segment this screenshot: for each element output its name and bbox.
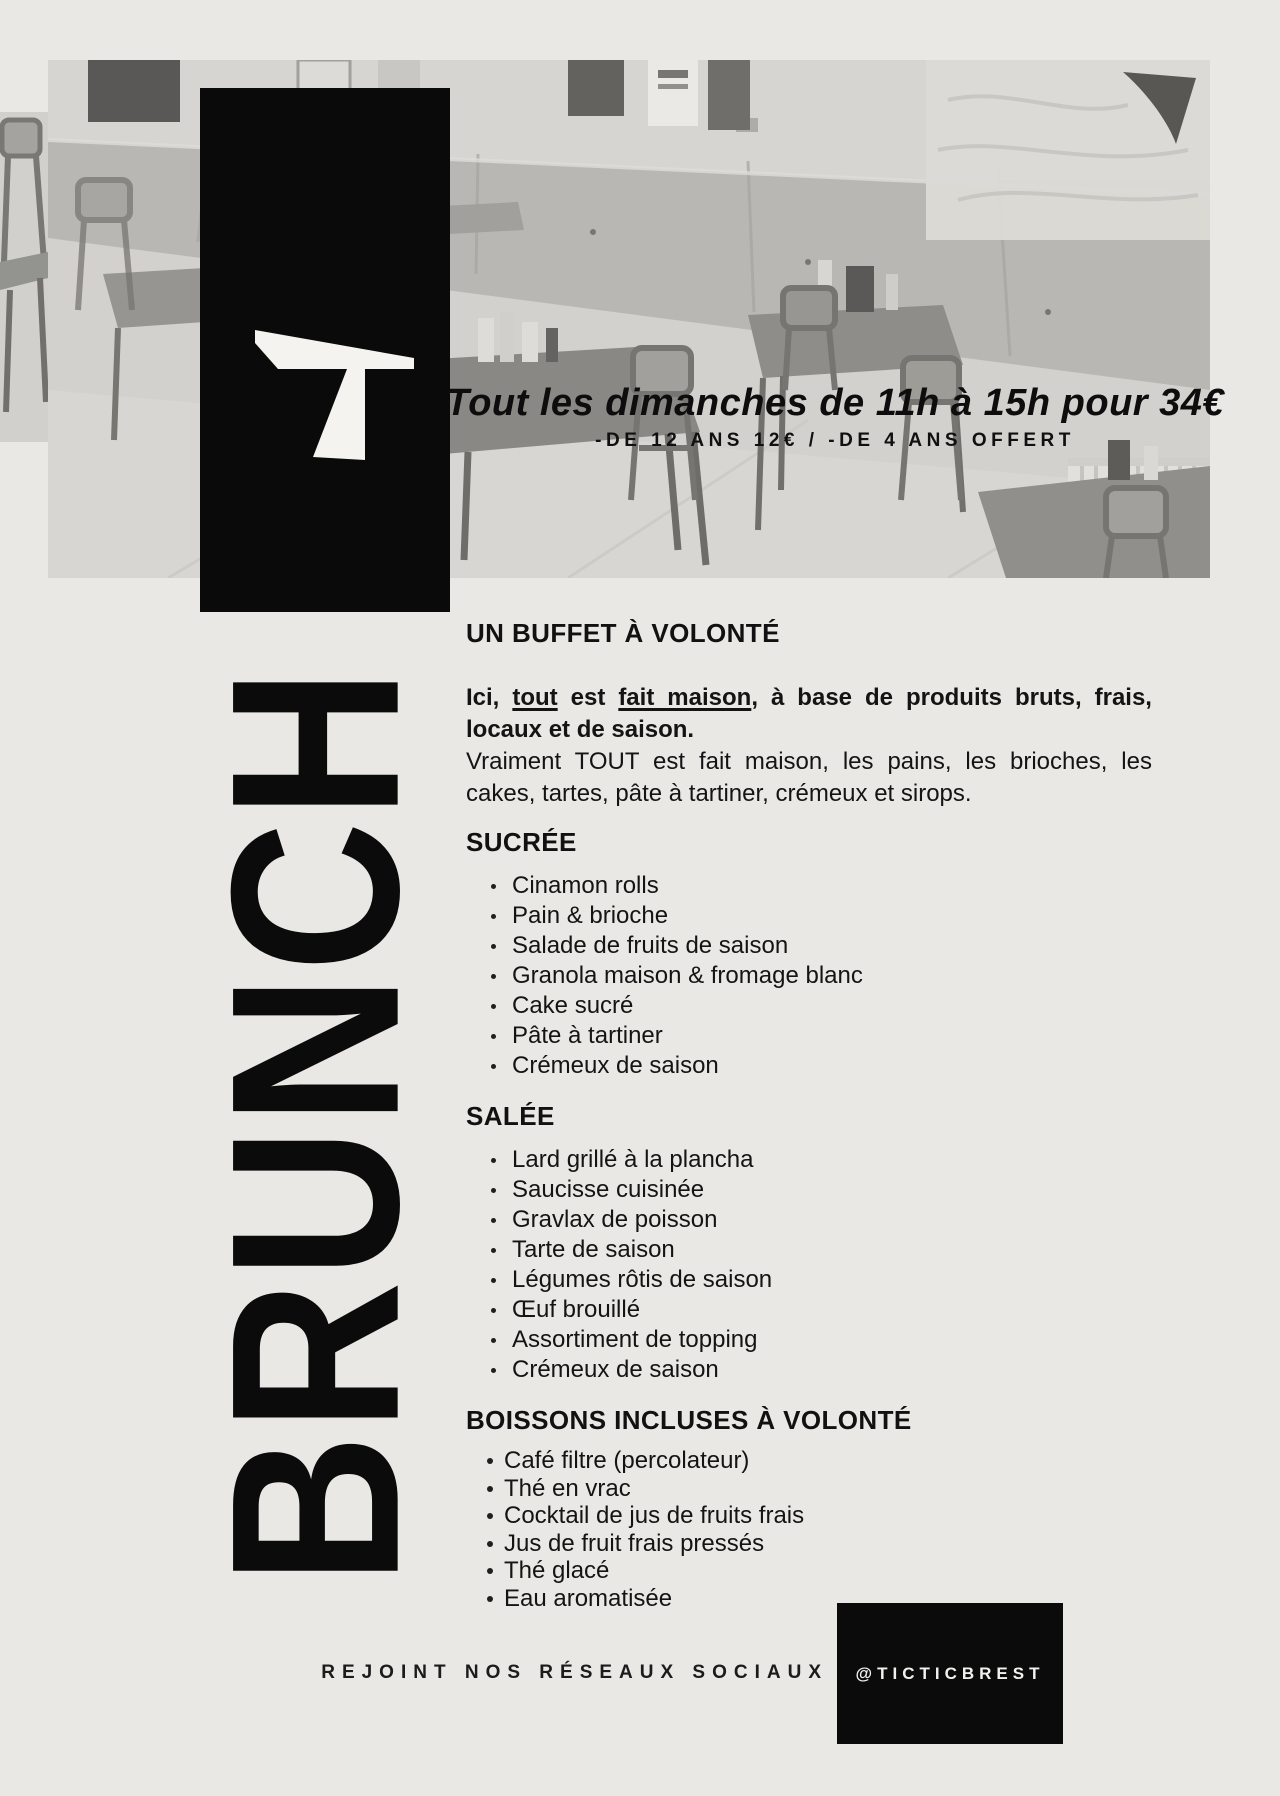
intro-text: cakes, tartes, pâte à tartiner, crémeux et sirops. [466, 780, 972, 807]
menu-item: Légumes rôtis de saison [512, 1265, 1152, 1295]
intro-text: , à base de produits bruts, frais, [751, 684, 1152, 711]
left-bleed-photo-fragment [0, 112, 48, 442]
social-handle-box [837, 1603, 1063, 1744]
intro-underlined-text: fait maison [618, 684, 752, 711]
intro-line [466, 778, 1152, 810]
menu-item: Cocktail de jus de fruits frais [504, 1502, 1152, 1530]
menu-item: Pain & brioche [512, 901, 1152, 931]
menu-item: Crémeux de saison [512, 1355, 1152, 1385]
menu-item: Café filtre (percolateur) [504, 1447, 1152, 1475]
social-handle: @TICTICBREST [855, 1663, 1045, 1683]
menu-item: Thé glacé [504, 1557, 1152, 1585]
menu-item: Cinamon rolls [512, 871, 1152, 901]
menu-item: Tarte de saison [512, 1235, 1152, 1265]
intro-paragraph [466, 682, 1152, 810]
intro-text: Ici, [466, 684, 513, 711]
social-cta-text: REJOINT NOS RÉSEAUX SOCIAUX [321, 1662, 828, 1683]
intro-text: locaux et de saison. [466, 716, 695, 743]
menu-item: Crémeux de saison [512, 1051, 1152, 1081]
menu-section-heading: SUCRÉE [466, 827, 577, 857]
menu-item: Salade de fruits de saison [512, 931, 1152, 961]
menu-item: Cake sucré [512, 991, 1152, 1021]
intro-text: est [557, 684, 619, 711]
menu-item: Œuf brouillé [512, 1295, 1152, 1325]
intro-line [466, 714, 1152, 746]
menu-section [466, 827, 1152, 1081]
intro-underlined-text: tout [512, 684, 558, 711]
intro-line [466, 682, 1152, 714]
vertical-brunch-title: BRUNCH [182, 665, 450, 1585]
intro-heading: UN BUFFET À VOLONTÉ [466, 618, 780, 648]
menu-section-heading: SALÉE [466, 1101, 555, 1131]
menu-item: Granola maison & fromage blanc [512, 961, 1152, 991]
menu-item: Eau aromatisée [504, 1585, 1152, 1613]
menu-list [466, 871, 1152, 1081]
menu-list [466, 1447, 1152, 1612]
menu-item: Jus de fruit frais pressés [504, 1530, 1152, 1558]
menu-item: Assortiment de topping [512, 1325, 1152, 1355]
menu-item: Pâte à tartiner [512, 1021, 1152, 1051]
menu-content [466, 618, 1152, 1612]
menu-item: Lard grillé à la plancha [512, 1145, 1152, 1175]
menu-item: Thé en vrac [504, 1475, 1152, 1503]
menu-item: Gravlax de poisson [512, 1205, 1152, 1235]
menu-list [466, 1145, 1152, 1385]
hero-subtitle: -DE 12 ANS 12€ / -DE 4 ANS OFFERT [595, 430, 1075, 451]
menu-section [466, 1405, 1152, 1612]
tictic-logo-icon [250, 320, 426, 460]
hero-title: Tout les dimanches de 11h à 15h pour 34€ [445, 382, 1225, 424]
brand-black-bar [200, 88, 450, 612]
left-bleed-illustration [0, 112, 48, 442]
menu-section [466, 1101, 1152, 1385]
menu-item: Saucisse cuisinée [512, 1175, 1152, 1205]
intro-line [466, 746, 1152, 778]
menu-section-heading: BOISSONS INCLUSES À VOLONTÉ [466, 1405, 912, 1435]
menu-root [466, 827, 1152, 1612]
intro-text: Vraiment TOUT est fait maison, les pains, les brioches, les [466, 748, 1152, 775]
